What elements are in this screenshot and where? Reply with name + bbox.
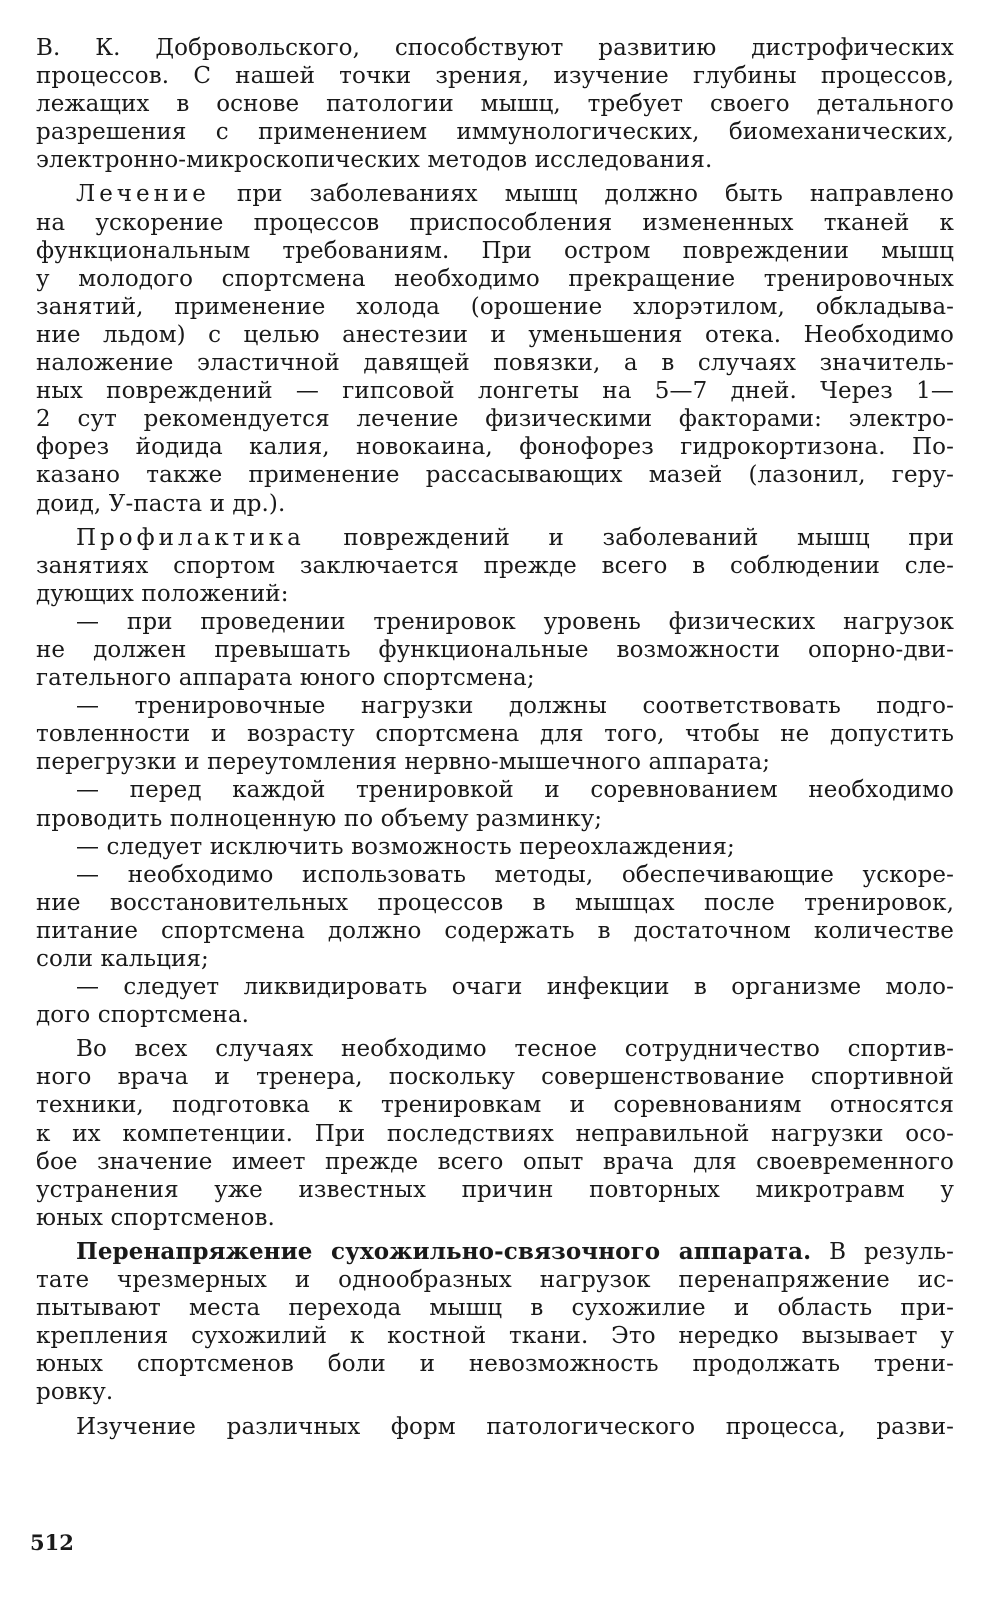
text-line: юных спортсменов. (36, 1204, 275, 1231)
text-line: соли кальция; (36, 946, 209, 972)
text-line: техники, подготовка к тренировкам и соревнованиям относятся (36, 1092, 954, 1119)
text-line: — необходимо использовать методы, обеспечивающие ускоре- (76, 861, 954, 888)
list-item (36, 692, 954, 776)
text-line: дого спортсмена. (36, 1002, 250, 1029)
text-line: — тренировочные нагрузки должны соответствовать подго- (76, 693, 954, 720)
text-line: — следует ликвидировать очаги инфекции в организме моло- (76, 974, 954, 1001)
text-line: ние льдом) с целью анестезии и уменьшения отека. Необходимо (36, 321, 954, 348)
text-line: доид, У-паста и др.). (36, 490, 286, 517)
text-line: занятиях спортом заключается прежде всего в соблюдении сле- (36, 552, 954, 579)
term-treatment: Лечение (76, 181, 210, 208)
text-line: гательного аппарата юного спортсмена; (36, 665, 535, 692)
text-line (36, 180, 954, 208)
prevention-list (36, 608, 954, 1029)
text-line: на ускорение процессов приспособления измененных тканей к (36, 209, 954, 236)
text-line: ние восстановительных процессов в мышцах после тренировок, (36, 889, 954, 916)
paragraph-cooperation (36, 1035, 954, 1232)
text-line: — следует исключить возможность переохлаждения; (76, 833, 735, 860)
text-fragment: повреждений и заболеваний мышц при (304, 524, 954, 551)
text-line: товленности и возрасту спортсмена для того, чтобы не допустить (36, 721, 954, 748)
text-line: — перед каждой тренировкой и соревнованием необходимо (76, 777, 954, 804)
text-line: устранения уже известных причин повторных микротравм у (36, 1176, 954, 1203)
text-fragment: при заболеваниях мышц должно быть направлено (209, 181, 954, 208)
text-line: ных повреждений — гипсовой лонгеты на 5—7 дней. Через 1— (36, 378, 954, 405)
text-line: Изучение различных форм патологического процесса, разви- (76, 1413, 954, 1440)
text-line (36, 524, 954, 552)
term-prevention: Профилактика (76, 524, 305, 551)
text-line: наложение эластичной давящей повязки, а в случаях значитель- (36, 350, 954, 377)
text-line: к их компетенции. При последствиях неправильной нагрузки осо- (36, 1120, 954, 1147)
text-line: ного врача и тренера, поскольку совершенствование спортивной (36, 1064, 954, 1091)
paragraph-study (36, 1413, 954, 1441)
text-line: лежащих в основе патологии мышц, требует своего детального (36, 91, 954, 118)
paragraph-1 (36, 34, 954, 174)
text-line: пытывают места перехода мышц в сухожилие и область при- (36, 1295, 954, 1322)
text-line: 2 сут рекомендуется лечение физическими факторами: электро- (36, 406, 954, 433)
list-item (36, 973, 954, 1029)
document-page (36, 34, 954, 1441)
page-number: 512 (30, 1530, 74, 1555)
list-item (36, 861, 954, 973)
text-line: не должен превышать функциональные возможности опорно-дви- (36, 636, 954, 663)
text-line (36, 1238, 954, 1266)
text-line: бое значение имеет прежде всего опыт врача для своевременного (36, 1148, 954, 1175)
text-line: форез йодида калия, новокаина, фонофорез гидрокортизона. По- (36, 434, 954, 461)
text-line: ровку. (36, 1379, 114, 1406)
text-line: проводить полноценную по объему разминку; (36, 805, 603, 832)
text-line: функциональным требованиям. При остром повреждении мышц (36, 237, 954, 264)
text-line: тате чрезмерных и однообразных нагрузок перенапряжение ис- (36, 1267, 954, 1294)
text-line: казано также применение рассасывающих мазей (лазонил, геру- (36, 462, 954, 489)
text-line: электронно-микроскопических методов исследования. (36, 147, 713, 174)
text-line: — при проведении тренировок уровень физических нагрузок (76, 608, 954, 635)
text-line: В. К. Добровольского, способствуют развитию дистрофических (36, 35, 954, 61)
text-line: у молодого спортсмена необходимо прекращение тренировочных (36, 265, 954, 292)
paragraph-tendon-overstrain (36, 1238, 954, 1407)
paragraph-treatment (36, 180, 954, 517)
list-item (36, 608, 954, 692)
text-line: питание спортсмена должно содержать в достаточном количестве (36, 917, 954, 944)
text-line: крепления сухожилий к костной ткани. Это нередко вызывает у (36, 1323, 954, 1350)
text-fragment: В резуль- (811, 1238, 955, 1265)
text-line: разрешения с применением иммунологических, биомеханических, (36, 119, 954, 146)
text-line: дующих положений: (36, 580, 289, 607)
paragraph-prevention (36, 524, 954, 608)
section-heading: Перенапряжение сухожильно-связочного аппарата. (76, 1237, 812, 1265)
list-item (36, 833, 954, 861)
text-line: юных спортсменов боли и невозможность продолжать трени- (36, 1351, 954, 1378)
text-line: процессов. С нашей точки зрения, изучение глубины процессов, (36, 63, 954, 90)
text-line: Во всех случаях необходимо тесное сотрудничество спортив- (76, 1036, 954, 1063)
text-line: перегрузки и переутомления нервно-мышечного аппарата; (36, 749, 771, 776)
list-item (36, 776, 954, 832)
text-line: занятий, применение холода (орошение хлорэтилом, обкладыва- (36, 293, 954, 320)
